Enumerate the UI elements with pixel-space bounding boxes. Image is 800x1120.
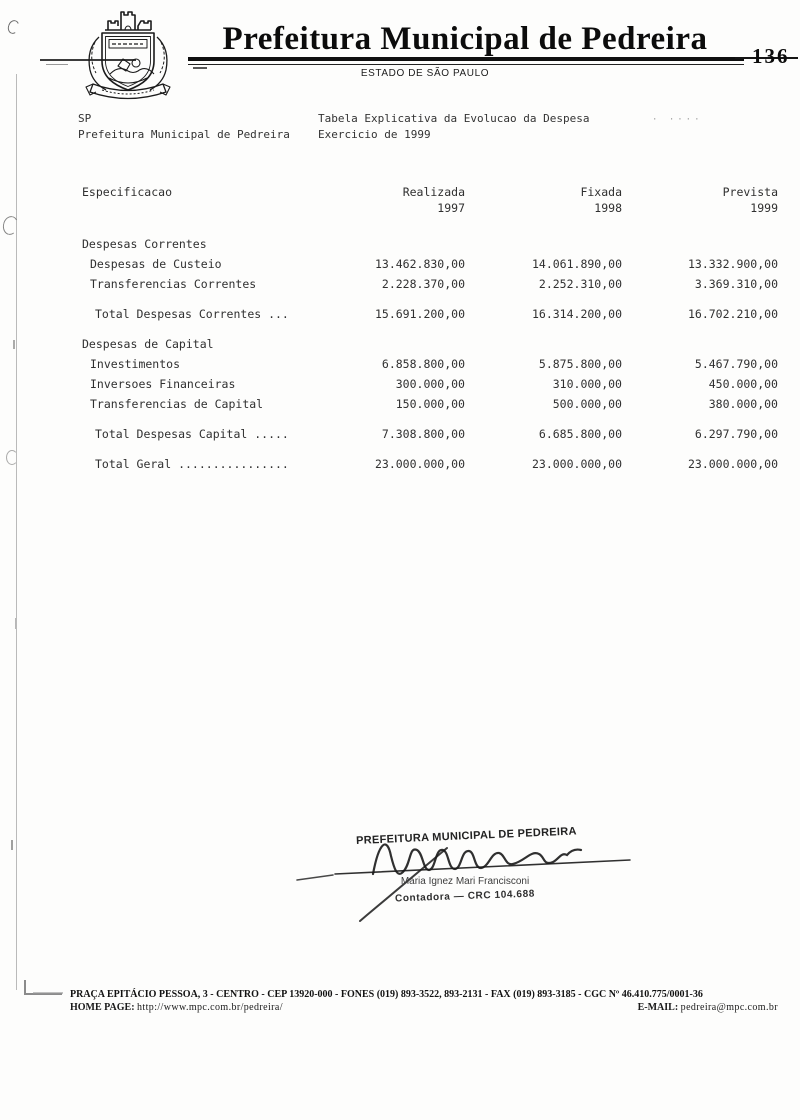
- row-value: 6.685.800,00: [538, 427, 622, 441]
- homepage-label: HOME PAGE:: [70, 1002, 135, 1013]
- scan-mark: [13, 340, 15, 349]
- scan-stray-dots: · ····: [652, 115, 703, 125]
- scan-mark: [33, 992, 63, 994]
- letterhead-rule: [188, 57, 744, 65]
- scan-mark: [46, 64, 68, 65]
- row-value: 310.000,00: [552, 377, 622, 391]
- row-label: Despesas de Custeio: [90, 257, 222, 271]
- row-value: 380.000,00: [708, 397, 778, 411]
- row-label: Despesas Correntes: [82, 237, 207, 251]
- row-value: 14.061.890,00: [531, 257, 622, 271]
- table-row: [82, 394, 778, 414]
- footer-homepage: [70, 1002, 283, 1013]
- signer-title: Contadora — CRC 104.688: [394, 888, 536, 905]
- expense-table: [82, 184, 778, 474]
- table-row-group: [82, 234, 778, 254]
- row-value: [622, 334, 778, 354]
- row-value: 2.252.310,00: [538, 277, 622, 291]
- footer-contacts: [70, 1002, 778, 1013]
- row-value: 5.875.800,00: [538, 357, 622, 371]
- table-row: [82, 274, 778, 294]
- scan-mark: [11, 840, 13, 850]
- column-header-spec: Especificacao: [82, 185, 173, 199]
- page-number: 136: [752, 44, 790, 68]
- column-year: 1999: [750, 201, 778, 215]
- table-row: [82, 374, 778, 394]
- scan-edge-line: [16, 74, 17, 990]
- email-label: E-MAIL:: [637, 1002, 679, 1013]
- row-label: Total Geral ................: [95, 457, 289, 471]
- doc-exercise: Exercicio de 1999: [318, 128, 431, 141]
- row-value: [332, 234, 465, 254]
- doc-report-title: Tabela Explicativa da Evolucao da Despesa: [318, 112, 590, 125]
- row-label: Transferencias de Capital: [90, 397, 264, 411]
- table-row: [82, 254, 778, 274]
- row-label: Total Despesas Capital .....: [95, 427, 289, 441]
- row-value: 15.691.200,00: [374, 307, 465, 321]
- table-row-group: [82, 334, 778, 354]
- handwritten-signature: [295, 822, 645, 926]
- table-row-total: [82, 424, 778, 444]
- letterhead-state-line: ESTADO DE SÃO PAULO: [360, 68, 490, 79]
- row-value: [465, 334, 622, 354]
- table-row-grand-total: [82, 454, 778, 474]
- table-row: [82, 354, 778, 374]
- row-value: 450.000,00: [708, 377, 778, 391]
- row-value: 23.000.000,00: [374, 457, 465, 471]
- row-value: [622, 234, 778, 254]
- table-body: [82, 234, 778, 474]
- row-label: Investimentos: [90, 357, 181, 371]
- footer-email: [638, 1002, 778, 1013]
- row-value: [465, 234, 622, 254]
- signature-stamp-text: PREFEITURA MUNICIPAL DE PEDREIRA: [355, 825, 578, 848]
- row-value: 7.308.800,00: [381, 427, 465, 441]
- row-value: 2.228.370,00: [381, 277, 465, 291]
- row-value: 6.858.800,00: [381, 357, 465, 371]
- row-value: 500.000,00: [552, 397, 622, 411]
- row-value: 3.369.310,00: [694, 277, 778, 291]
- table-header-row: [82, 184, 778, 200]
- email-address: pedreira@mpc.com.br: [680, 1002, 778, 1013]
- homepage-url: http://www.mpc.com.br/pedreira/: [137, 1002, 283, 1013]
- doc-entity: Prefeitura Municipal de Pedreira: [78, 128, 290, 141]
- row-label: Total Despesas Correntes ...: [95, 307, 289, 321]
- table-row-total: [82, 304, 778, 324]
- row-label: Despesas de Capital: [82, 337, 214, 351]
- row-value: 13.462.830,00: [374, 257, 465, 271]
- letterhead-title: Prefeitura Municipal de Pedreira: [222, 21, 708, 57]
- row-label: Transferencias Correntes: [90, 277, 257, 291]
- row-value: 150.000,00: [395, 397, 465, 411]
- hole-punch-mark: [1, 215, 20, 237]
- row-value: 16.702.210,00: [687, 307, 778, 321]
- hole-punch-mark: [6, 450, 18, 465]
- column-year: 1998: [594, 201, 622, 215]
- column-header: Realizada: [402, 185, 465, 199]
- row-value: [332, 334, 465, 354]
- row-value: 23.000.000,00: [531, 457, 622, 471]
- row-value: 6.297.790,00: [694, 427, 778, 441]
- column-year: 1997: [437, 201, 465, 215]
- row-value: 16.314.200,00: [531, 307, 622, 321]
- scan-mark: [15, 618, 16, 629]
- signer-name: Maria Ignez Mari Francisconi: [400, 876, 530, 887]
- column-header: Fixada: [580, 185, 622, 199]
- scan-mark: [6, 19, 21, 36]
- footer-address: PRAÇA EPITÁCIO PESSOA, 3 - CENTRO - CEP 13920-000 - FONES (019) 893-3522, 893-2131 - FAX (019) 893-3185 - CGC Nº 46.410.775/0001-36: [70, 989, 703, 1000]
- row-value: 300.000,00: [395, 377, 465, 391]
- row-label: Inversoes Financeiras: [90, 377, 236, 391]
- row-value: 13.332.900,00: [687, 257, 778, 271]
- scan-mark: [193, 67, 207, 69]
- row-value: 5.467.790,00: [694, 357, 778, 371]
- pedreira-coat-of-arms-icon: [72, 6, 184, 102]
- doc-uf: SP: [78, 112, 92, 125]
- row-value: 23.000.000,00: [687, 457, 778, 471]
- column-header: Prevista: [722, 185, 778, 199]
- table-header-year-row: [82, 200, 778, 216]
